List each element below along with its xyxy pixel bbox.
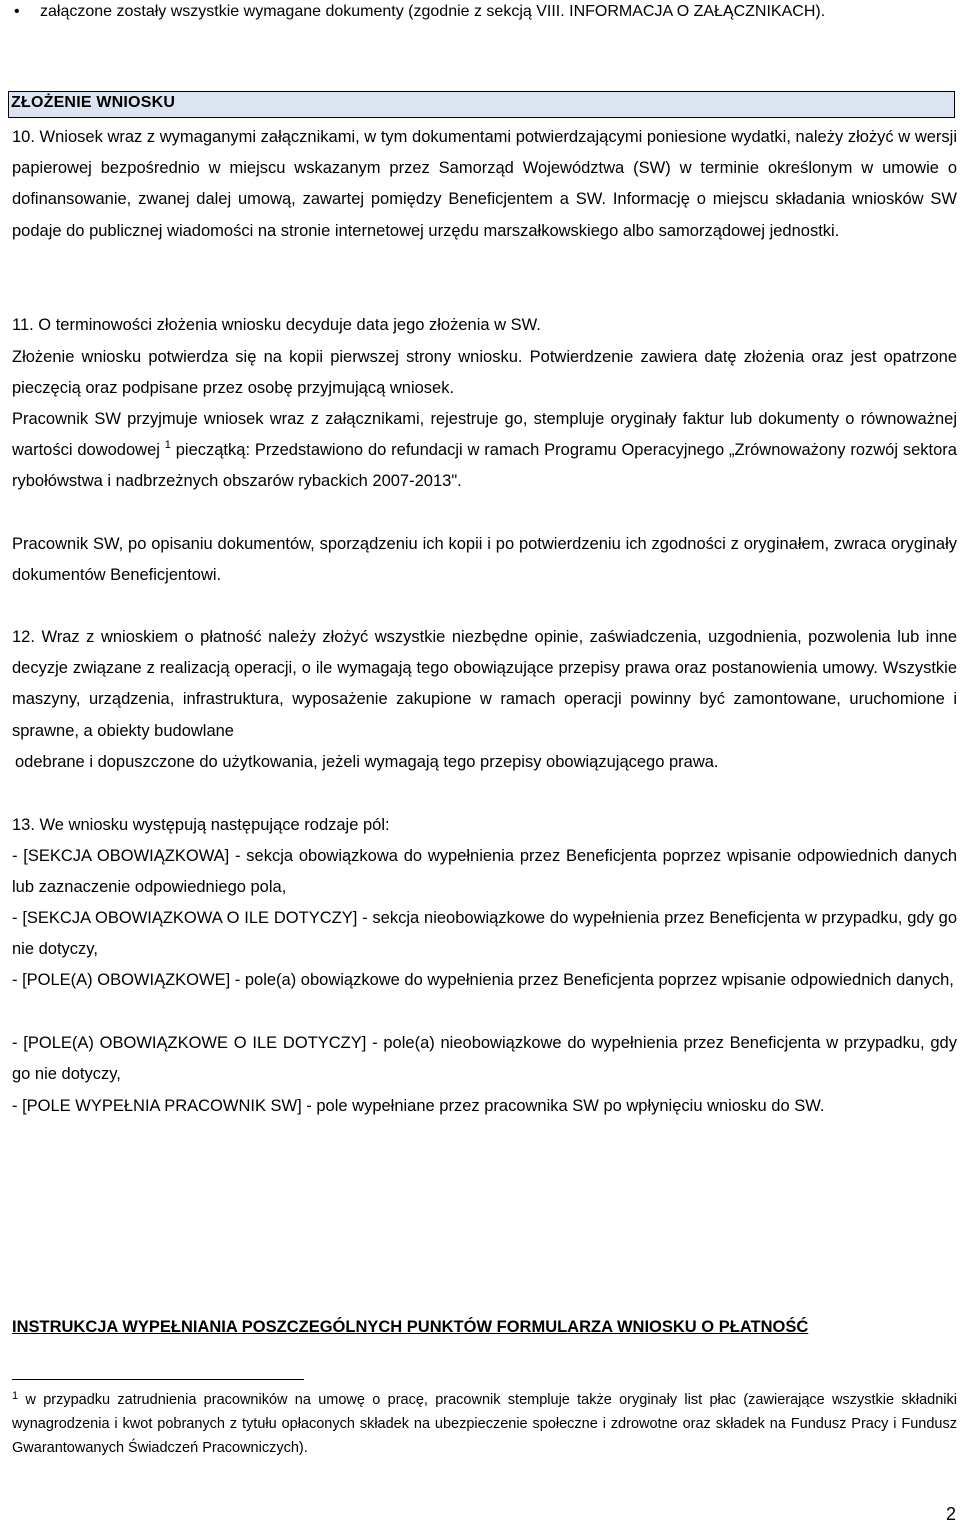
paragraph-11-stamping	[12, 404, 957, 498]
field-type-5: - [POLE WYPEŁNIA PRACOWNIK SW] - pole wypełniane przez pracownika SW po wpłynięciu wniosku do SW.	[12, 1097, 825, 1115]
section-header-box	[8, 91, 955, 118]
footnote-divider	[12, 1379, 304, 1380]
bullet-item	[14, 0, 825, 27]
paragraph-11: 11. O terminowości złożenia wniosku decyduje data jego złożenia w SW.	[12, 316, 541, 334]
stamping-text-post: pieczątką: Przedstawiono do refundacji w ramach Programu Operacyjnego „Zrównoważony rozwój sektora rybołówstwa i nadbrzeżnych obszarów rybackich 2007-2013".	[12, 441, 957, 491]
paragraph-13: 13. We wniosku występują następujące rodzaje pól:	[12, 816, 390, 834]
page-number: 2	[945, 1504, 956, 1524]
paragraph-10: 10. Wniosek wraz z wymaganymi załącznikami, w tym dokumentami potwierdzającymi poniesione wydatki, należy złożyć w wersji papierowej bezpośrednio w miejscu wskazanym przez Samorząd Województwa (SW) w terminie określonym w umowie o dofinansowanie, zwanej dalej umową, zawartej pomiędzy Beneficjentem a SW. Informację o miejscu składania wniosków SW podaje do publicznej wiadomości na stronie internetowej urzędu marszałkowskiego albo samorządowej jednostki.	[12, 128, 957, 240]
paragraph-12: 12. Wraz z wnioskiem o płatność należy złożyć wszystkie niezbędne opinie, zaświadczenia, uzgodnienia, pozwolenia lub inne decyzje związane z realizacją operacji, o ile wymagają tego obowiązujące przepisy prawa oraz postanowienia umowy. Wszystkie maszyny, urządzenia, infrastruktura, wyposażenie zakupione w ramach operacji powinny być zamontowane, uruchomione i sprawne, a obiekty budowlane	[12, 628, 957, 740]
field-type-4: - [POLE(A) OBOWIĄZKOWE O ILE DOTYCZY] - pole(a) nieobowiązkowe do wypełnienia przez Beneficjenta w przypadku, gdy go nie dotyczy,	[12, 1034, 957, 1084]
footnote-ref: 1	[164, 439, 171, 452]
field-type-2: - [SEKCJA OBOWIĄZKOWA O ILE DOTYCZY] - sekcja nieobowiązkowe do wypełnienia przez Beneficjenta w przypadku, gdy go nie dotyczy,	[12, 909, 957, 959]
footnote-marker: 1	[12, 1390, 19, 1402]
section-title: ZŁOŻENIE WNIOSKU	[11, 94, 176, 111]
paragraph-12-last-line: odebrane i dopuszczone do użytkowania, jeżeli wymagają tego przepisy obowiązującego prawa.	[15, 753, 719, 771]
footnote	[12, 1388, 957, 1460]
stamping-text-pre: Pracownik SW przyjmuje wniosek wraz z załącznikami, rejestruje go, stempluje oryginały faktur lub dokumenty o równoważnej wartości dowodowej	[12, 410, 957, 460]
field-type-3: - [POLE(A) OBOWIĄZKOWE] - pole(a) obowiązkowe do wypełnienia przez Beneficjenta poprzez wpisanie odpowiednich danych,	[12, 971, 954, 989]
paragraph-11-confirmation: Złożenie wniosku potwierdza się na kopii pierwszej strony wniosku. Potwierdzenie zawiera datę złożenia oraz jest opatrzone pieczęcią oraz podpisane przez osobę przyjmującą wniosek.	[12, 348, 957, 398]
field-type-1: - [SEKCJA OBOWIĄZKOWA] - sekcja obowiązkowa do wypełnienia przez Beneficjenta poprzez wpisanie odpowiednich danych lub zaznaczenie odpowiedniego pola,	[12, 847, 957, 897]
footnote-text: w przypadku zatrudnienia pracowników na umowę o pracę, pracownik stempluje także oryginały list płac (zawierające wszystkie składniki wynagrodzenia i kwot pobranych z tytułu opłaconych składek na ubezpieczenie społeczne i zdrowotne oraz składek na Fundusz Pracy i Fundusz Gwarantowanych Świadczeń Pracowniczych).	[12, 1392, 957, 1456]
bullet-icon: •	[14, 3, 20, 20]
instructions-heading: INSTRUKCJA WYPEŁNIANIA POSZCZEGÓLNYCH PUNKTÓW FORMULARZA WNIOSKU O PŁATNOŚĆ	[12, 1318, 809, 1336]
paragraph-11-return: Pracownik SW, po opisaniu dokumentów, sporządzeniu ich kopii i po potwierdzeniu ich zgodności z oryginałem, zwraca oryginały dokumentów Beneficjentowi.	[12, 535, 957, 585]
bullet-text: załączone zostały wszystkie wymagane dokumenty (zgodnie z sekcją VIII. INFORMACJA O ZAŁĄCZNIKACH).	[40, 3, 826, 20]
